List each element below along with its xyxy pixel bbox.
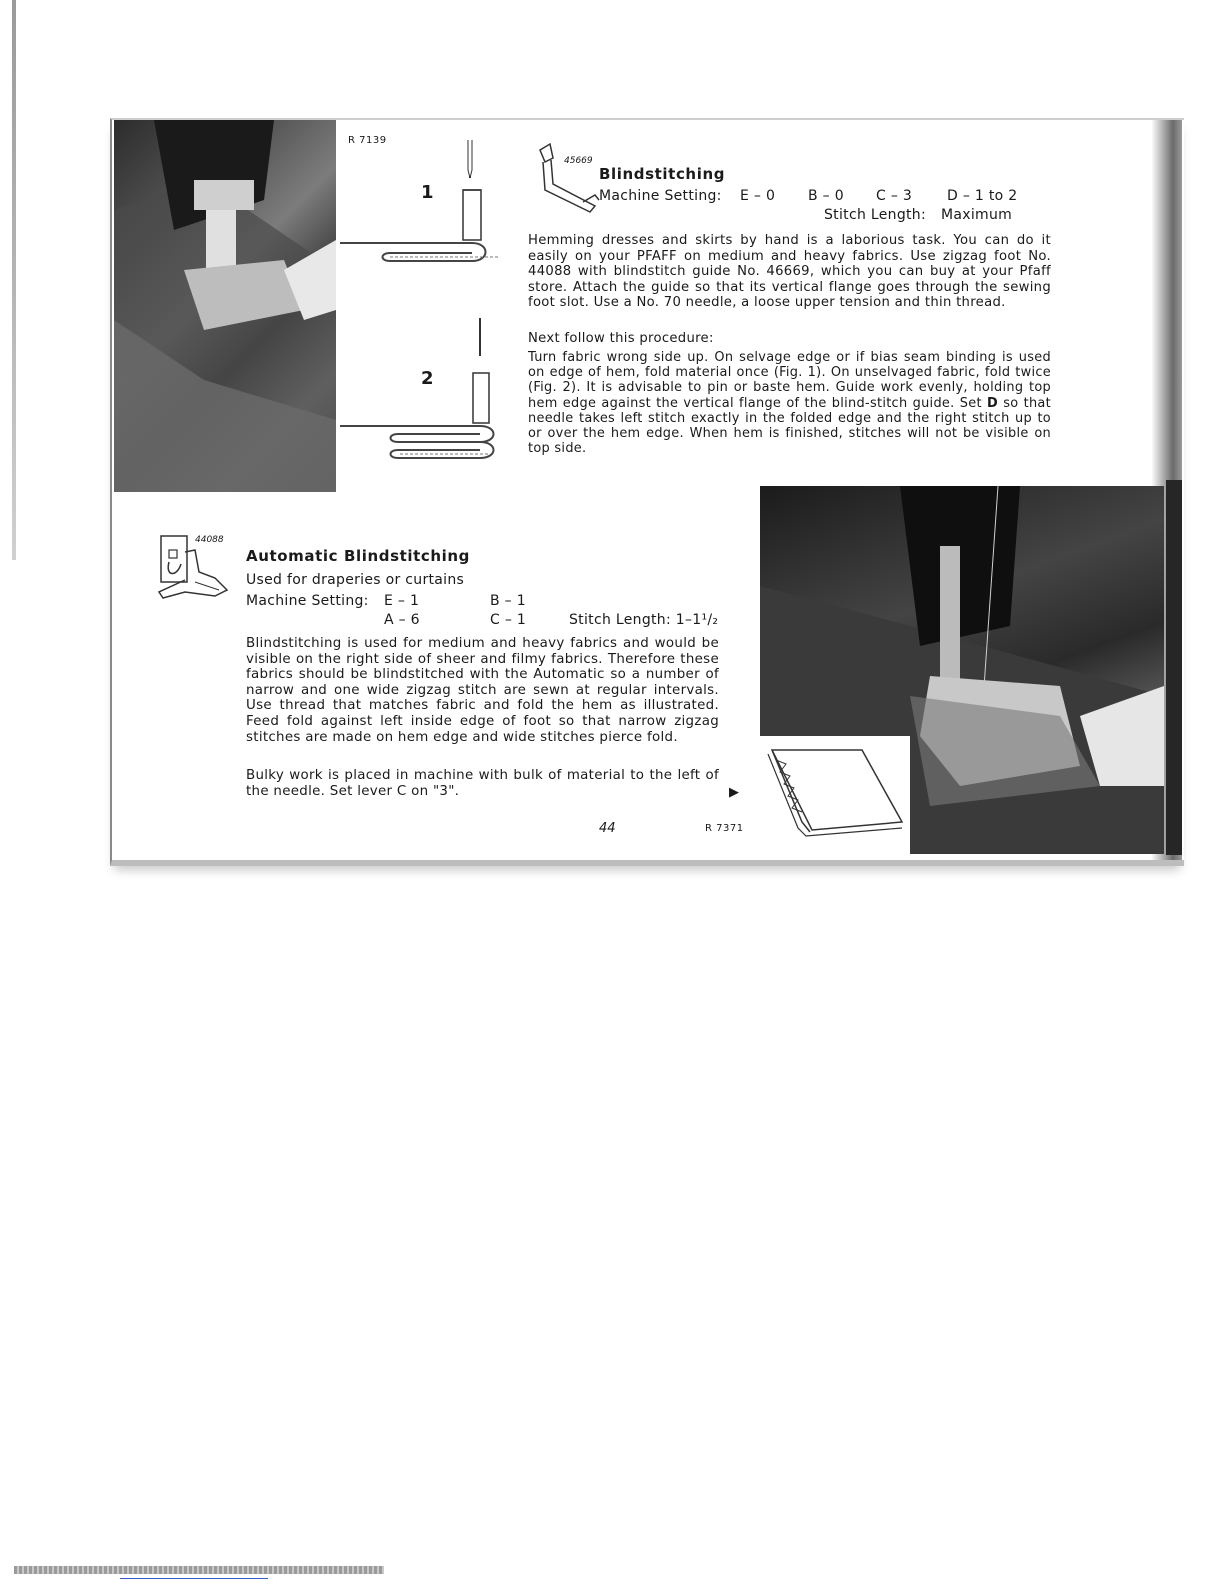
fig2-hem-diagram — [340, 318, 500, 468]
automatic-paragraph: Blindstitching is used for medium and heavy fabrics and would be visible on the right side of sheer and filmy fabrics. Therefore these fabrics should be blindstitched with the Automatic so a number of narrow and one wide zigzag stitch are sewn at regular intervals. Use thread that matches fabric and fold the hem as illustrated. Feed fold against left inside edge of foot so that narrow zigzag stitches are made on hem edge and wide stitches pierce fold. — [246, 636, 719, 745]
automatic-setting-a: A – 6 — [384, 612, 420, 628]
stitch-length-label: Stitch Length: — [824, 207, 926, 223]
automatic-title: Automatic Blindstitching — [246, 547, 471, 565]
scan-edge — [12, 0, 16, 560]
top-photo-ref: R 7139 — [348, 135, 387, 146]
setting-d: D – 1 to 2 — [947, 188, 1018, 204]
blindstitching-paragraph: Hemming dresses and skirts by hand is a laborious task. You can do it easily on your PFAFF on medium and heavy fabrics. Use zigzag foot No. 44088 with blindstitch guide No. 46669, which you can buy at your Pfaff store. Attach the guide so that its vertical flange goes through the sewing foot slot. Use a No. 70 needle, a loose upper tension and thin thread. — [528, 233, 1051, 311]
procedure-intro: Next follow this procedure: — [528, 331, 714, 346]
setting-e: E – 0 — [740, 188, 776, 204]
procedure-lever-d: D — [987, 395, 999, 411]
page-number: 44 — [599, 821, 616, 836]
sewing-photo-top — [114, 120, 336, 492]
foot-part-number: 44088 — [195, 535, 224, 545]
stitch-length-value: Maximum — [941, 207, 1013, 223]
automatic-setting-e: E – 1 — [384, 593, 420, 609]
procedure-paragraph — [528, 350, 1051, 456]
blindstitching-title: Blindstitching — [599, 165, 726, 183]
setting-c: C – 3 — [876, 188, 913, 204]
adjacent-page-shadow — [1166, 480, 1182, 855]
automatic-machine-setting-label: Machine Setting: — [246, 593, 369, 609]
guide-part-number: 45669 — [564, 156, 593, 166]
bulky-work-paragraph: Bulky work is placed in machine with bulk of material to the left of the needle. Set lever C on "3". — [246, 768, 719, 799]
automatic-setting-c: C – 1 — [490, 612, 527, 628]
automatic-setting-b: B – 1 — [490, 593, 526, 609]
hem-fold-illustration — [762, 742, 912, 842]
automatic-stitch-length: Stitch Length: 1–1¹/₂ — [569, 612, 719, 628]
fig1-number: 1 — [421, 182, 434, 203]
setting-b: B – 0 — [808, 188, 844, 204]
blindstitch-guide-icon — [535, 140, 605, 220]
fig1-hem-diagram — [340, 140, 500, 270]
procedure-text-2: so that needle takes left stitch exactly in the folded edge and the right stitch up to or over the hem edge. When hem is finished, stitches will not be visible on top side. — [528, 395, 1051, 457]
sewing-photo-top-drawing — [114, 120, 336, 492]
continue-arrow-icon: ▶ — [729, 785, 739, 800]
scan-bottom-bar — [14, 1566, 384, 1574]
procedure-text-1: Turn fabric wrong side up. On selvage edge or if bias seam binding is used on edge of hem, fold material once (Fig. 1). On unselvaged fabric, fold twice (Fig. 2). It is advisable to pin or baste hem. Guide work evenly, holding top hem edge against the vertical flange of the blind-stitch guide. Set — [528, 350, 1051, 411]
machine-setting-label: Machine Setting: — [599, 188, 722, 204]
fig2-number: 2 — [421, 368, 434, 389]
automatic-subtitle: Used for draperies or curtains — [246, 572, 465, 588]
scan-bottom-link — [120, 1578, 268, 1579]
bottom-photo-ref: R 7371 — [705, 823, 744, 834]
